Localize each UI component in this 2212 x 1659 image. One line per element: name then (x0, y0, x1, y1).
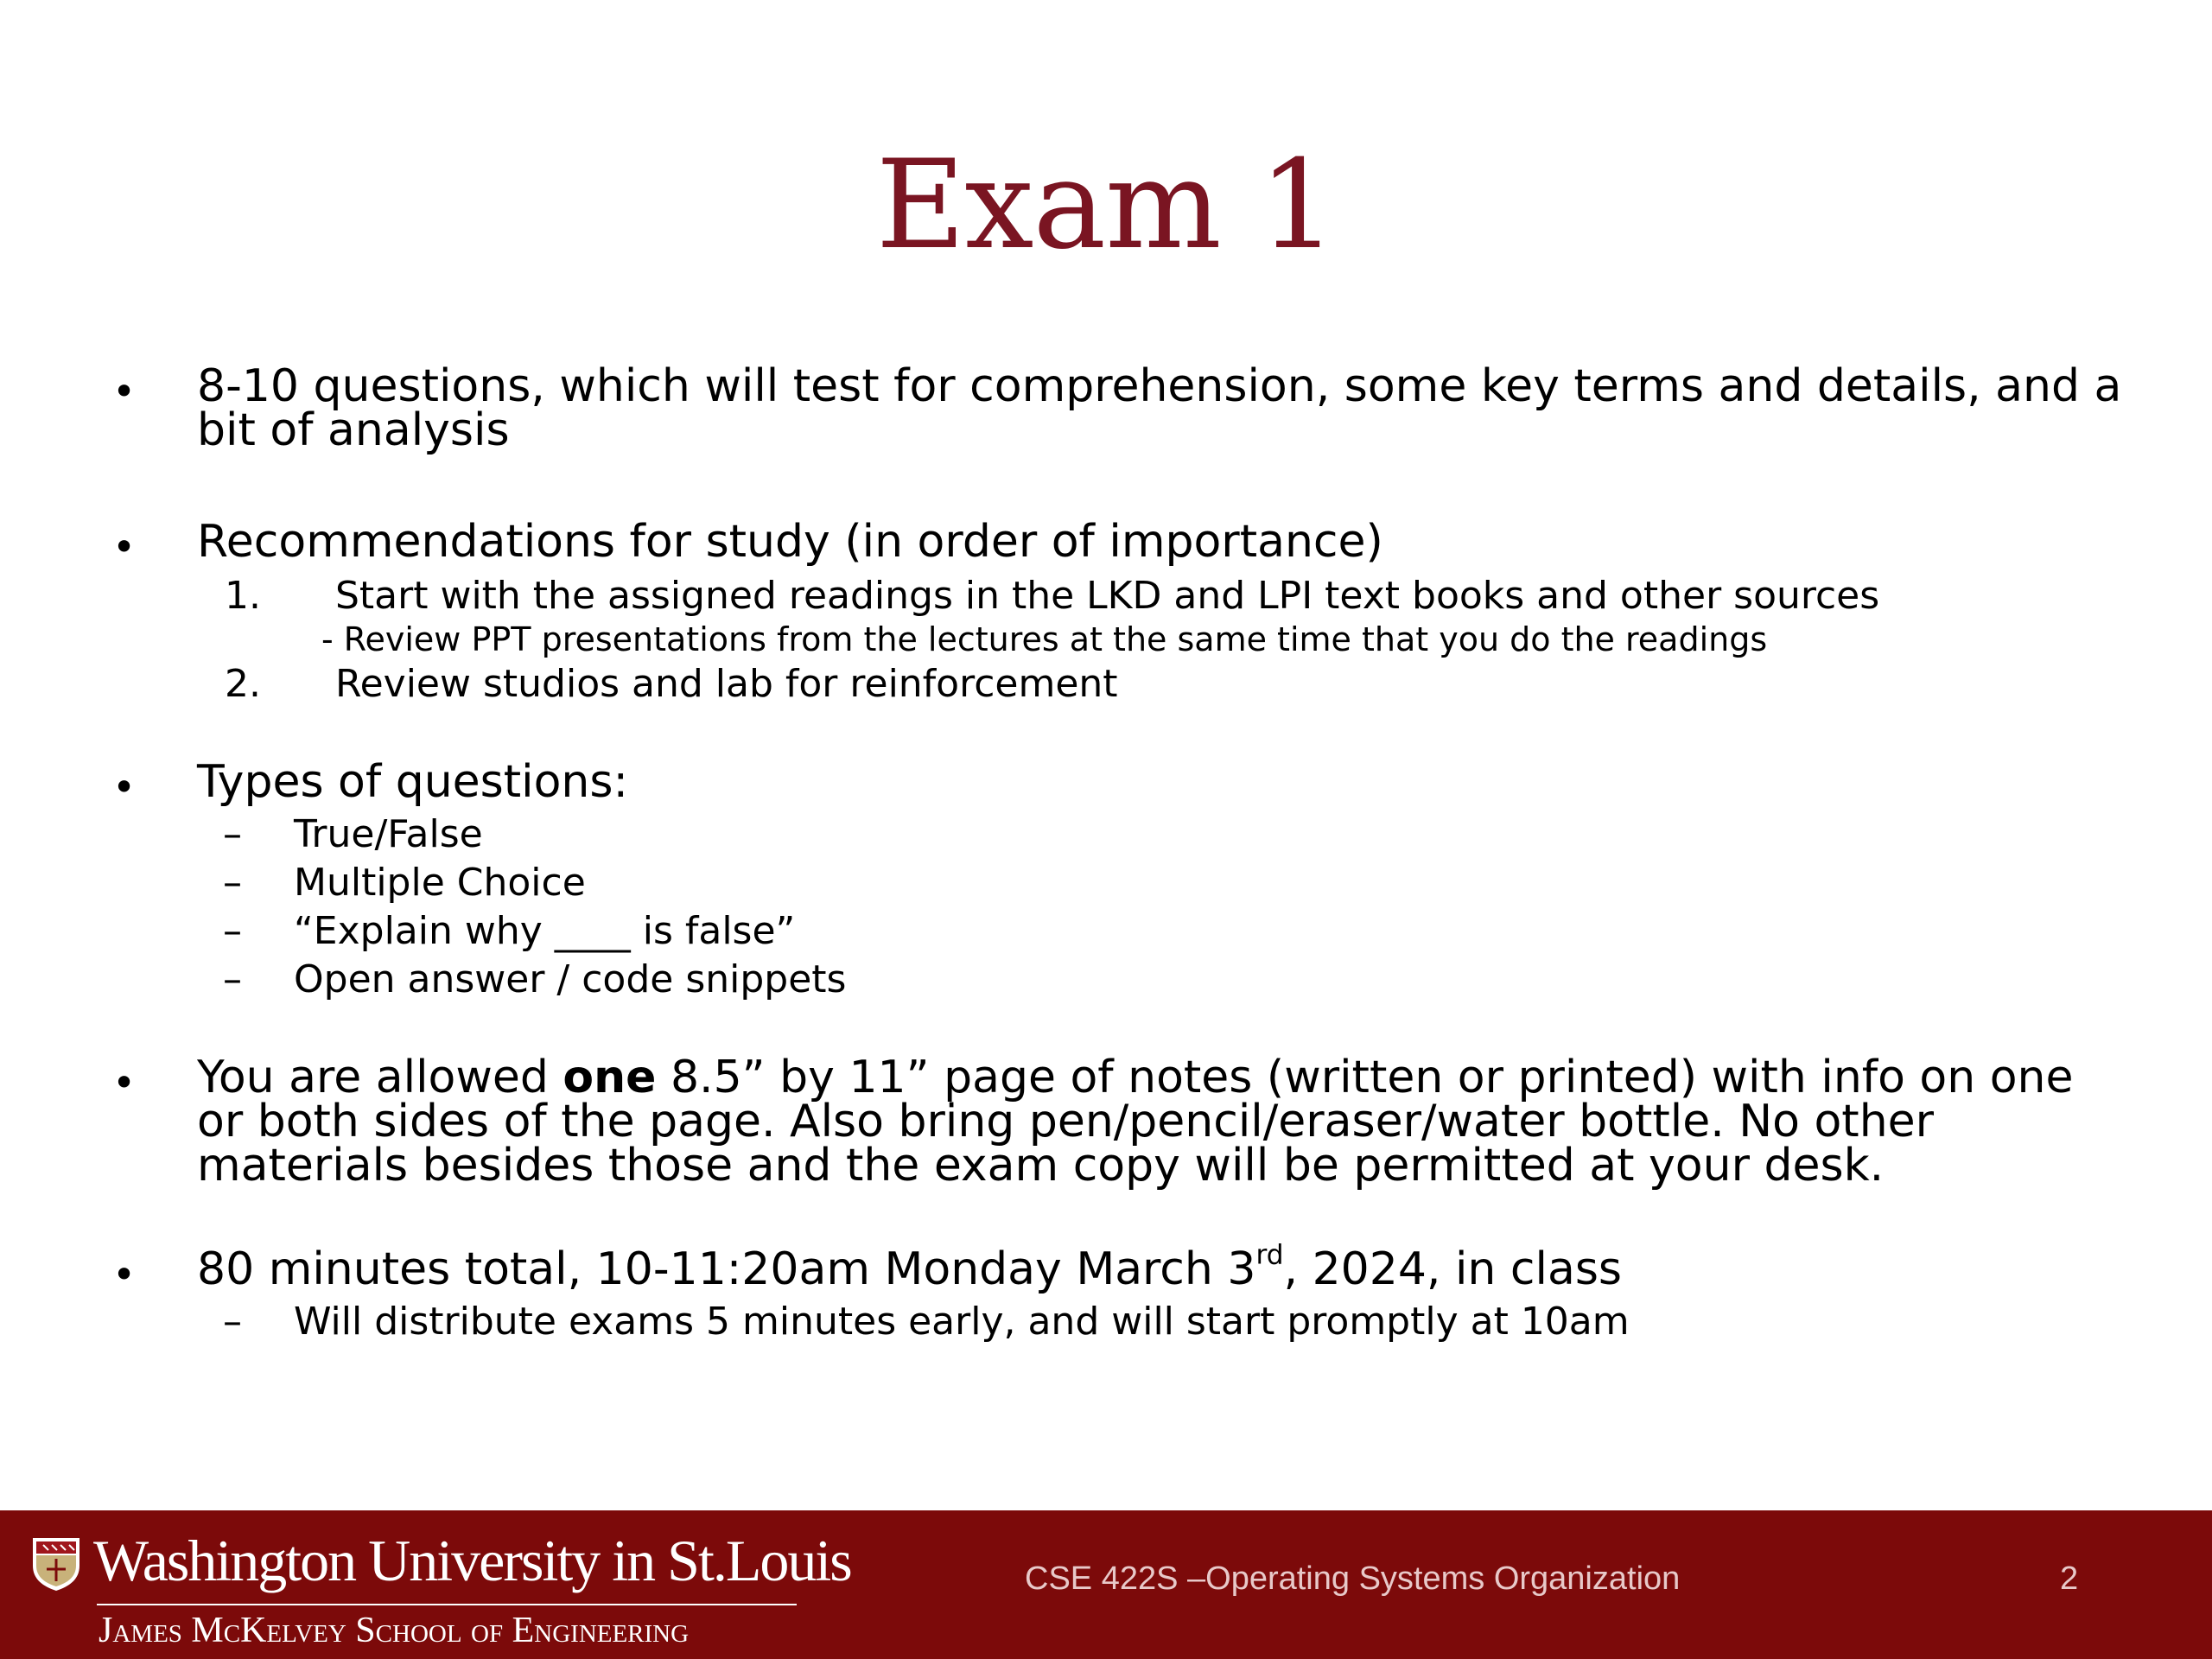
dash-text: True/False (294, 812, 483, 856)
dash-marker: – (223, 909, 242, 953)
dash-marker: – (223, 957, 242, 1001)
logo-divider (97, 1604, 797, 1605)
slide-title: Exam 1 (875, 134, 1337, 276)
bullet-text-emphasis: one (563, 1052, 657, 1103)
bullet-marker: • (112, 368, 137, 415)
ordinal-suffix: rd (1255, 1239, 1284, 1271)
shield-icon (31, 1536, 81, 1592)
university-logo (31, 1524, 851, 1654)
bullet-marker: • (112, 1059, 137, 1106)
school-name: James McKelvey School of Engineering (99, 1611, 690, 1650)
item-number: 1. (225, 574, 261, 618)
bullet-marker: • (112, 1251, 137, 1298)
bullet-text: Types of questions: (197, 756, 628, 808)
dash-marker: – (223, 812, 242, 856)
item-number: 2. (225, 662, 261, 706)
bullet-text-pre: You are allowed (197, 1052, 563, 1103)
bullet-text-post: , 2024, in class (1283, 1243, 1623, 1295)
footer-bar (0, 1510, 2212, 1659)
dash-marker: – (223, 1300, 242, 1344)
sub-note-text: - Review PPT presentations from the lectures at the same time that you do the readings (321, 620, 1768, 658)
dash-text: “Explain why ____ is false” (294, 909, 796, 953)
bullet-text (197, 1239, 2124, 1295)
bullet-marker: • (112, 524, 137, 570)
dash-text: Multiple Choice (294, 861, 586, 905)
dash-text: Open answer / code snippets (294, 957, 847, 1001)
bullet-text: 8-10 questions, which will test for comprehension, some key terms and details, and a bit of analysis (197, 360, 2122, 456)
slide-number: 2 (2060, 1560, 2079, 1597)
bullet-marker: • (112, 764, 137, 810)
bullet-text (197, 1052, 2124, 1192)
dash-marker: – (223, 861, 242, 905)
bullet-text: Recommendations for study (in order of importance) (197, 516, 1383, 568)
course-name: CSE 422S –Operating Systems Organization (1025, 1560, 1681, 1597)
university-name: Washington University in St.Louis (93, 1528, 851, 1593)
item-text: Review studios and lab for reinforcement (335, 662, 1118, 706)
dash-text: Will distribute exams 5 minutes early, and will start promptly at 10am (294, 1300, 1630, 1344)
item-text: Start with the assigned readings in the LKD and LPI text books and other sources (335, 574, 1880, 618)
bullet-text-post: 8.5” by 11” page of notes (written or printed) with info on one or both sides of the page. Also bring pen/pencil/eraser/water bottle. No other materials besides those and the exam copy will be permitted at your desk. (197, 1052, 2074, 1192)
bullet-text-pre: 80 minutes total, 10-11:20am Monday March 3 (197, 1243, 1256, 1295)
